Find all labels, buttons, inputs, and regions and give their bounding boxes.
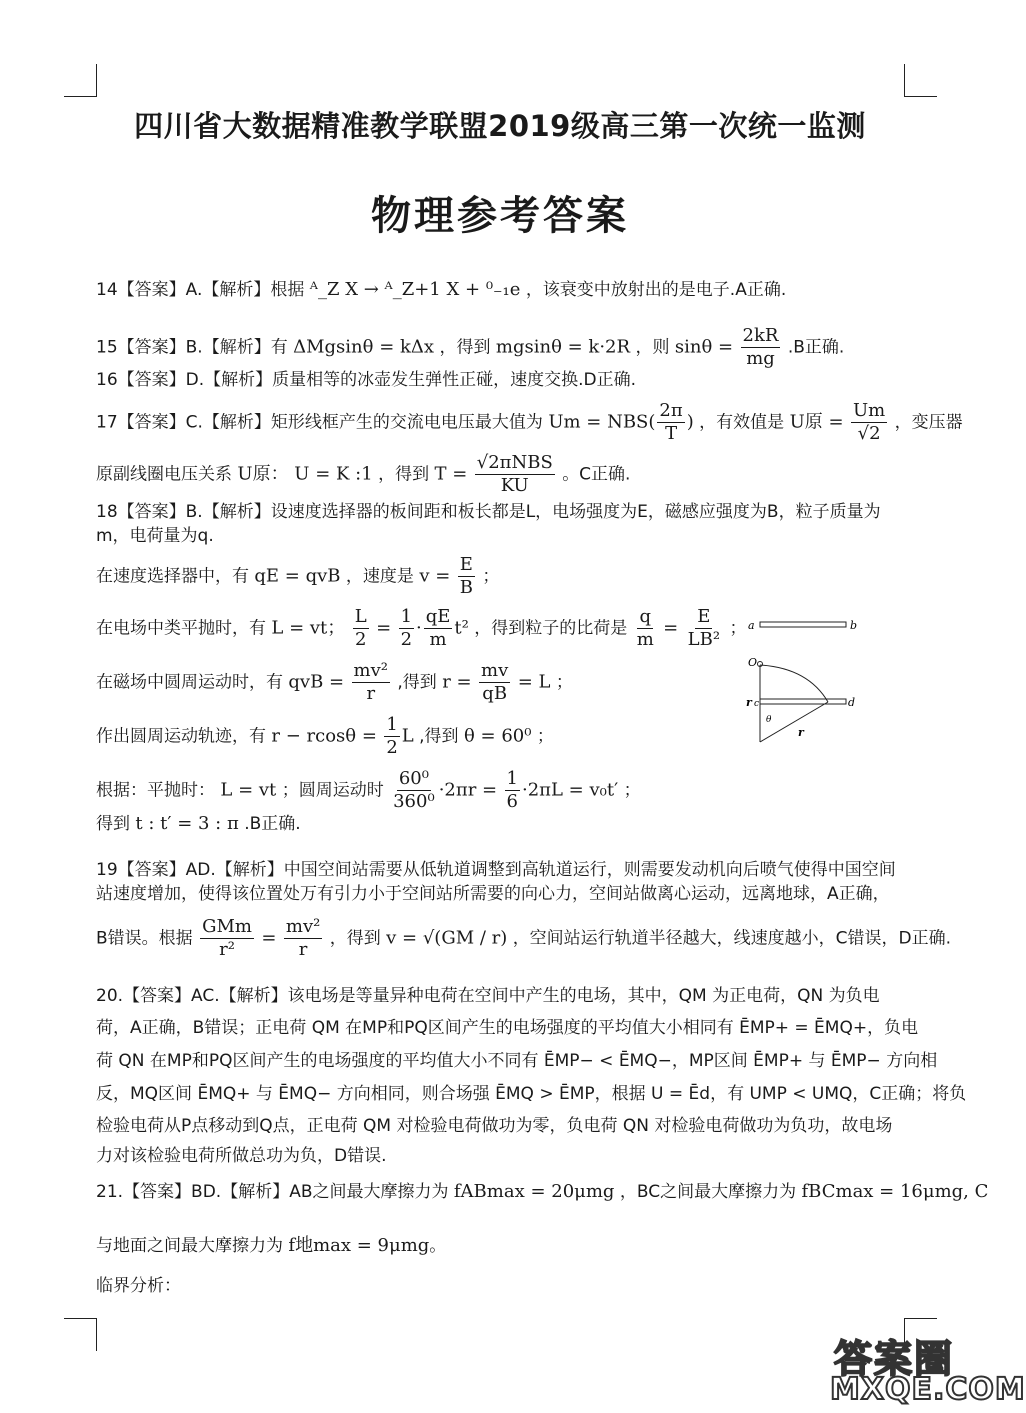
- answer-19-line-3: B错误。根据 $\frac{\text{GMm}}{\text{r²}}$ = $\frac{\text{mv²}}{r}$ ，得到 v = √(GM / r) ，空间站运行轨道半径越大，线速度越小，C错误，D正确.: [96, 916, 952, 960]
- crop-mark-bottom-left: [64, 1318, 97, 1351]
- answer-14: 14【答案】A.【解析】根据 ᴬ_Z X → ᴬ_Z+1 X + ⁰₋₁e ，该衰变中放射出的是电子.A正确.: [96, 279, 787, 300]
- watermark-logo: [826, 1328, 1026, 1408]
- upper-plate: [760, 622, 846, 627]
- answer-18-line-2: m，电荷量为q.: [96, 526, 214, 546]
- label-r-left: r: [746, 696, 752, 709]
- fraction: $\frac{1}{6}$: [506, 768, 518, 812]
- label-r-bottom: r: [798, 726, 804, 739]
- answer-18-line-7: 根据：平抛时： L = vt ；圆周运动时 $\frac{\text{60⁰}}{\text{360⁰}}$ ·2πr = $\frac{1}{6}$ ·2πL = v₀t′ ；: [96, 768, 641, 812]
- answer-21-line-2: 与地面之间最大摩擦力为 f地max = 9μmg。: [96, 1235, 447, 1256]
- exam-title: 四川省大数据精准教学联盟2019级高三第一次统一监测: [134, 109, 866, 143]
- answer-18-line-6: 作出圆周运动轨迹，有 r − rcosθ = $\frac{1}{2}$ L ,得到 θ = 60⁰ ；: [96, 714, 554, 758]
- arc-trajectory: [760, 665, 828, 702]
- label-d: d: [848, 696, 856, 709]
- crop-mark-top-left: [64, 64, 97, 97]
- answer-19-line-1: 19【答案】AD.【解析】中国空间站需要从低轨道调整到高轨道运行，则需要发动机向后喷气使得中国空间: [96, 860, 896, 880]
- crop-mark-top-right: [904, 64, 937, 97]
- answer-20-line-4: 反，MQ区间 ĒMQ+ 与 ĒMQ− 方向相同，则合场强 ĒMQ > ĒMP，根据 U = Ēd，有 UMP < UMQ，C正确；将负: [96, 1084, 967, 1104]
- fraction: $\frac{E}{B}$: [459, 554, 473, 598]
- answer-16: 16【答案】D.【解析】质量相等的冰壶发生弹性正碰，速度交换.D正确.: [96, 370, 637, 390]
- label-theta: θ: [766, 715, 772, 725]
- watermark-text-top: 答案圈: [834, 1337, 955, 1381]
- label-b: b: [850, 619, 858, 632]
- lower-plate: [760, 699, 846, 704]
- fraction: $\frac{2\pi}{T}$: [659, 400, 683, 444]
- fraction: $\frac{\text{60⁰}}{\text{360⁰}}$: [393, 768, 435, 812]
- fraction: $\frac{1}{2}$: [386, 714, 398, 758]
- answer-20-line-6: 力对该检验电荷所做总功为负，D错误.: [96, 1146, 387, 1166]
- fraction: $\frac{\text{mv²}}{r}$: [353, 660, 388, 704]
- fraction: $\frac{Um}{√2}$: [852, 400, 886, 444]
- answer-18-line-3: 在速度选择器中，有 qE = qvB ，速度是 v = $\frac{E}{B}$ ；: [96, 554, 500, 598]
- page-title: 物理参考答案: [371, 193, 629, 239]
- answer-20-line-1: 20.【答案】AC.【解析】该电场是等量异种电荷在空间中产生的电场，其中，QM 为正电荷，QN 为负电: [96, 986, 880, 1006]
- answer-18-line-8: 得到 t : t′ = 3 : π .B正确.: [96, 813, 301, 834]
- fraction: $\frac{\text{mv²}}{r}$: [285, 916, 321, 960]
- trajectory-diagram: [748, 610, 868, 750]
- answer-20-line-3: 荷 QN 在MP和PQ区间产生的电场强度的平均值大小不同有 ĒMP− < ĒMQ−，MP区间 ĒMP+ 与 ĒMP− 方向相: [96, 1051, 938, 1071]
- label-a: a: [748, 619, 755, 632]
- fraction: $\frac{\text{GMm}}{\text{r²}}$: [202, 916, 252, 960]
- watermark-text-bottom: MXQE.COM: [830, 1372, 1026, 1407]
- answer-18-line-1: 18【答案】B.【解析】设速度选择器的板间距和板长都是L，电场强度为E，磁感应强度为B，粒子质量为: [96, 502, 881, 522]
- fraction: $\frac{2kR}{mg}$: [742, 325, 779, 369]
- label-c: c: [754, 699, 760, 709]
- answer-20-line-5: 检验电荷从P点移动到Q点，正电荷 QM 对检验电荷做功为零，负电荷 QN 对检验电荷做功为负功，故电场: [96, 1116, 893, 1136]
- fraction: $\frac{E}{\text{LB²}}$: [687, 606, 721, 650]
- answer-21-line-3: 临界分析：: [96, 1276, 181, 1296]
- fraction: $\frac{L}{2}$: [354, 606, 367, 650]
- fraction: $\frac{qE}{m}$: [425, 606, 451, 650]
- fraction: $\frac{1}{2}$: [400, 606, 413, 650]
- answer-17-line-2: 原副线圈电压关系 U原： U = K :1 ，得到 T = $\frac{\text{√2πNBS}}{KU}$ 。C正确.: [96, 452, 631, 496]
- fraction: $\frac{mv}{qB}$: [481, 660, 509, 704]
- answer-17-line-1: 17【答案】C.【解析】矩形线框产生的交流电电压最大值为 Um = NBS( $\frac{2\pi}{T}$ ) ，有效值是 U原 = $\frac{Um}{√2}$ ，变压器: [96, 400, 963, 444]
- label-O: O: [748, 656, 758, 669]
- answer-20-line-2: 荷，A正确，B错误；正电荷 QM 在MP和PQ区间产生的电场强度的平均值大小相同有 ĒMP+ = ĒMQ+，负电: [96, 1018, 919, 1038]
- answer-21-line-1: 21.【答案】BD.【解析】AB之间最大摩擦力为 fABmax = 20μmg ，BC之间最大摩擦力为 fBCmax = 16μmg, C: [96, 1181, 989, 1202]
- fraction: $\frac{\text{√2πNBS}}{KU}$: [476, 452, 553, 496]
- decay-formula: ᴬ_Z X → ᴬ_Z+1 X + ⁰₋₁e: [309, 279, 521, 300]
- answer-18-line-5: 在磁场中圆周运动时，有 qvB = $\frac{\text{mv²}}{r}$ ,得到 r = $\frac{mv}{qB}$ = L ；: [96, 660, 573, 704]
- answer-19-line-2: 站速度增加，使得该位置处万有引力小于空间站所需要的向心力，空间站做离心运动，远离地球，A正确，: [96, 884, 890, 904]
- answer-18-line-4: 在电场中类平抛时，有 L = vt； $\frac{L}{2}$ = $\frac{1}{2}$ · $\frac{qE}{m}$ t² ，得到粒子的比荷是 $\frac{q}{m}$ = $\frac{E}{\text{LB²}}$ ；: [96, 606, 747, 650]
- answer-15: 15【答案】B.【解析】有 ΔMgsinθ = kΔx ，得到 mgsinθ = k·2R ，则 sinθ = $\frac{2kR}{mg}$ .B正确.: [96, 325, 845, 369]
- fraction: $\frac{q}{m}$: [636, 606, 654, 650]
